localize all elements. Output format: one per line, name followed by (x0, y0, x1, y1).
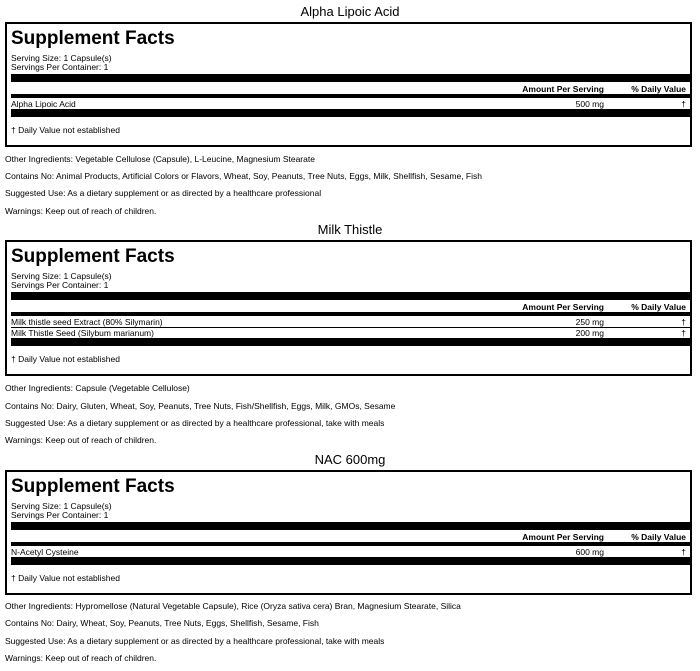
supplement-facts-panel (5, 22, 692, 147)
contains-no: Contains No: Animal Products, Artificial Colors or Flavors, Wheat, Soy, Peanuts, Tree Nuts, Eggs, Milk, Shellfish, Sesame, Fish (5, 171, 482, 181)
contains-no: Contains No: Dairy, Wheat, Soy, Peanuts, Tree Nuts, Eggs, Shellfish, Sesame, Fish (5, 618, 319, 628)
daily-value-footnote: † Daily Value not established (11, 573, 120, 583)
warnings: Warnings: Keep out of reach of children. (5, 653, 157, 663)
servings-per-container: Servings Per Container: 1 (11, 280, 109, 290)
suggested-use: Suggested Use: As a dietary supplement or as directed by a healthcare professional, take with meals (5, 636, 385, 646)
thick-divider (11, 292, 690, 300)
ingredient-amount: 500 mg (575, 99, 604, 109)
daily-value-header: % Daily Value (631, 532, 686, 542)
serving-size: Serving Size: 1 Capsule(s) (11, 501, 112, 511)
product-title: NAC 600mg (314, 452, 386, 467)
supplement-facts-heading: Supplement Facts (11, 476, 175, 497)
daily-value-footnote: † Daily Value not established (11, 354, 120, 364)
ingredient-name: Alpha Lipoic Acid (11, 99, 76, 109)
supplement-facts-panel (5, 470, 692, 595)
ingredient-name: N-Acetyl Cysteine (11, 547, 79, 557)
ingredient-daily-value: † (681, 328, 686, 338)
medium-divider (11, 94, 690, 98)
supplement-facts-panel (5, 240, 692, 376)
medium-divider (11, 312, 690, 316)
thick-divider (11, 338, 690, 346)
serving-size: Serving Size: 1 Capsule(s) (11, 271, 112, 281)
thick-divider (11, 109, 690, 117)
servings-per-container: Servings Per Container: 1 (11, 62, 109, 72)
ingredient-amount: 250 mg (575, 317, 604, 327)
amount-per-serving-header: Amount Per Serving (522, 302, 604, 312)
amount-per-serving-header: Amount Per Serving (522, 84, 604, 94)
daily-value-header: % Daily Value (631, 302, 686, 312)
servings-per-container: Servings Per Container: 1 (11, 510, 109, 520)
daily-value-footnote: † Daily Value not established (11, 125, 120, 135)
ingredient-amount: 200 mg (575, 328, 604, 338)
thick-divider (11, 557, 690, 565)
ingredient-amount: 600 mg (575, 547, 604, 557)
serving-size: Serving Size: 1 Capsule(s) (11, 53, 112, 63)
daily-value-header: % Daily Value (631, 84, 686, 94)
amount-per-serving-header: Amount Per Serving (522, 532, 604, 542)
other-ingredients: Other Ingredients: Vegetable Cellulose (Capsule), L-Leucine, Magnesium Stearate (5, 154, 315, 164)
ingredient-daily-value: † (681, 317, 686, 327)
other-ingredients: Other Ingredients: Hypromellose (Natural Vegetable Capsule), Rice (Oryza sativa cera) Bran, Magnesium Stearate, Silica (5, 601, 461, 611)
supplement-facts-heading: Supplement Facts (11, 28, 175, 49)
suggested-use: Suggested Use: As a dietary supplement or as directed by a healthcare professional, take with meals (5, 418, 385, 428)
product-title: Alpha Lipoic Acid (300, 4, 400, 19)
warnings: Warnings: Keep out of reach of children. (5, 435, 157, 445)
other-ingredients: Other Ingredients: Capsule (Vegetable Cellulose) (5, 383, 190, 393)
ingredient-daily-value: † (681, 547, 686, 557)
thick-divider (11, 74, 690, 82)
medium-divider (11, 542, 690, 546)
supplement-facts-heading: Supplement Facts (11, 246, 175, 267)
contains-no: Contains No: Dairy, Gluten, Wheat, Soy, Peanuts, Tree Nuts, Fish/Shellfish, Eggs, Milk, GMOs, Sesame (5, 401, 396, 411)
ingredient-name: Milk thistle seed Extract (80% Silymarin) (11, 317, 163, 327)
ingredient-name: Milk Thistle Seed (Silybum marianum) (11, 328, 154, 338)
ingredient-daily-value: † (681, 99, 686, 109)
warnings: Warnings: Keep out of reach of children. (5, 206, 157, 216)
thick-divider (11, 522, 690, 530)
suggested-use: Suggested Use: As a dietary supplement or as directed by a healthcare professional (5, 188, 322, 198)
product-title: Milk Thistle (317, 222, 383, 237)
